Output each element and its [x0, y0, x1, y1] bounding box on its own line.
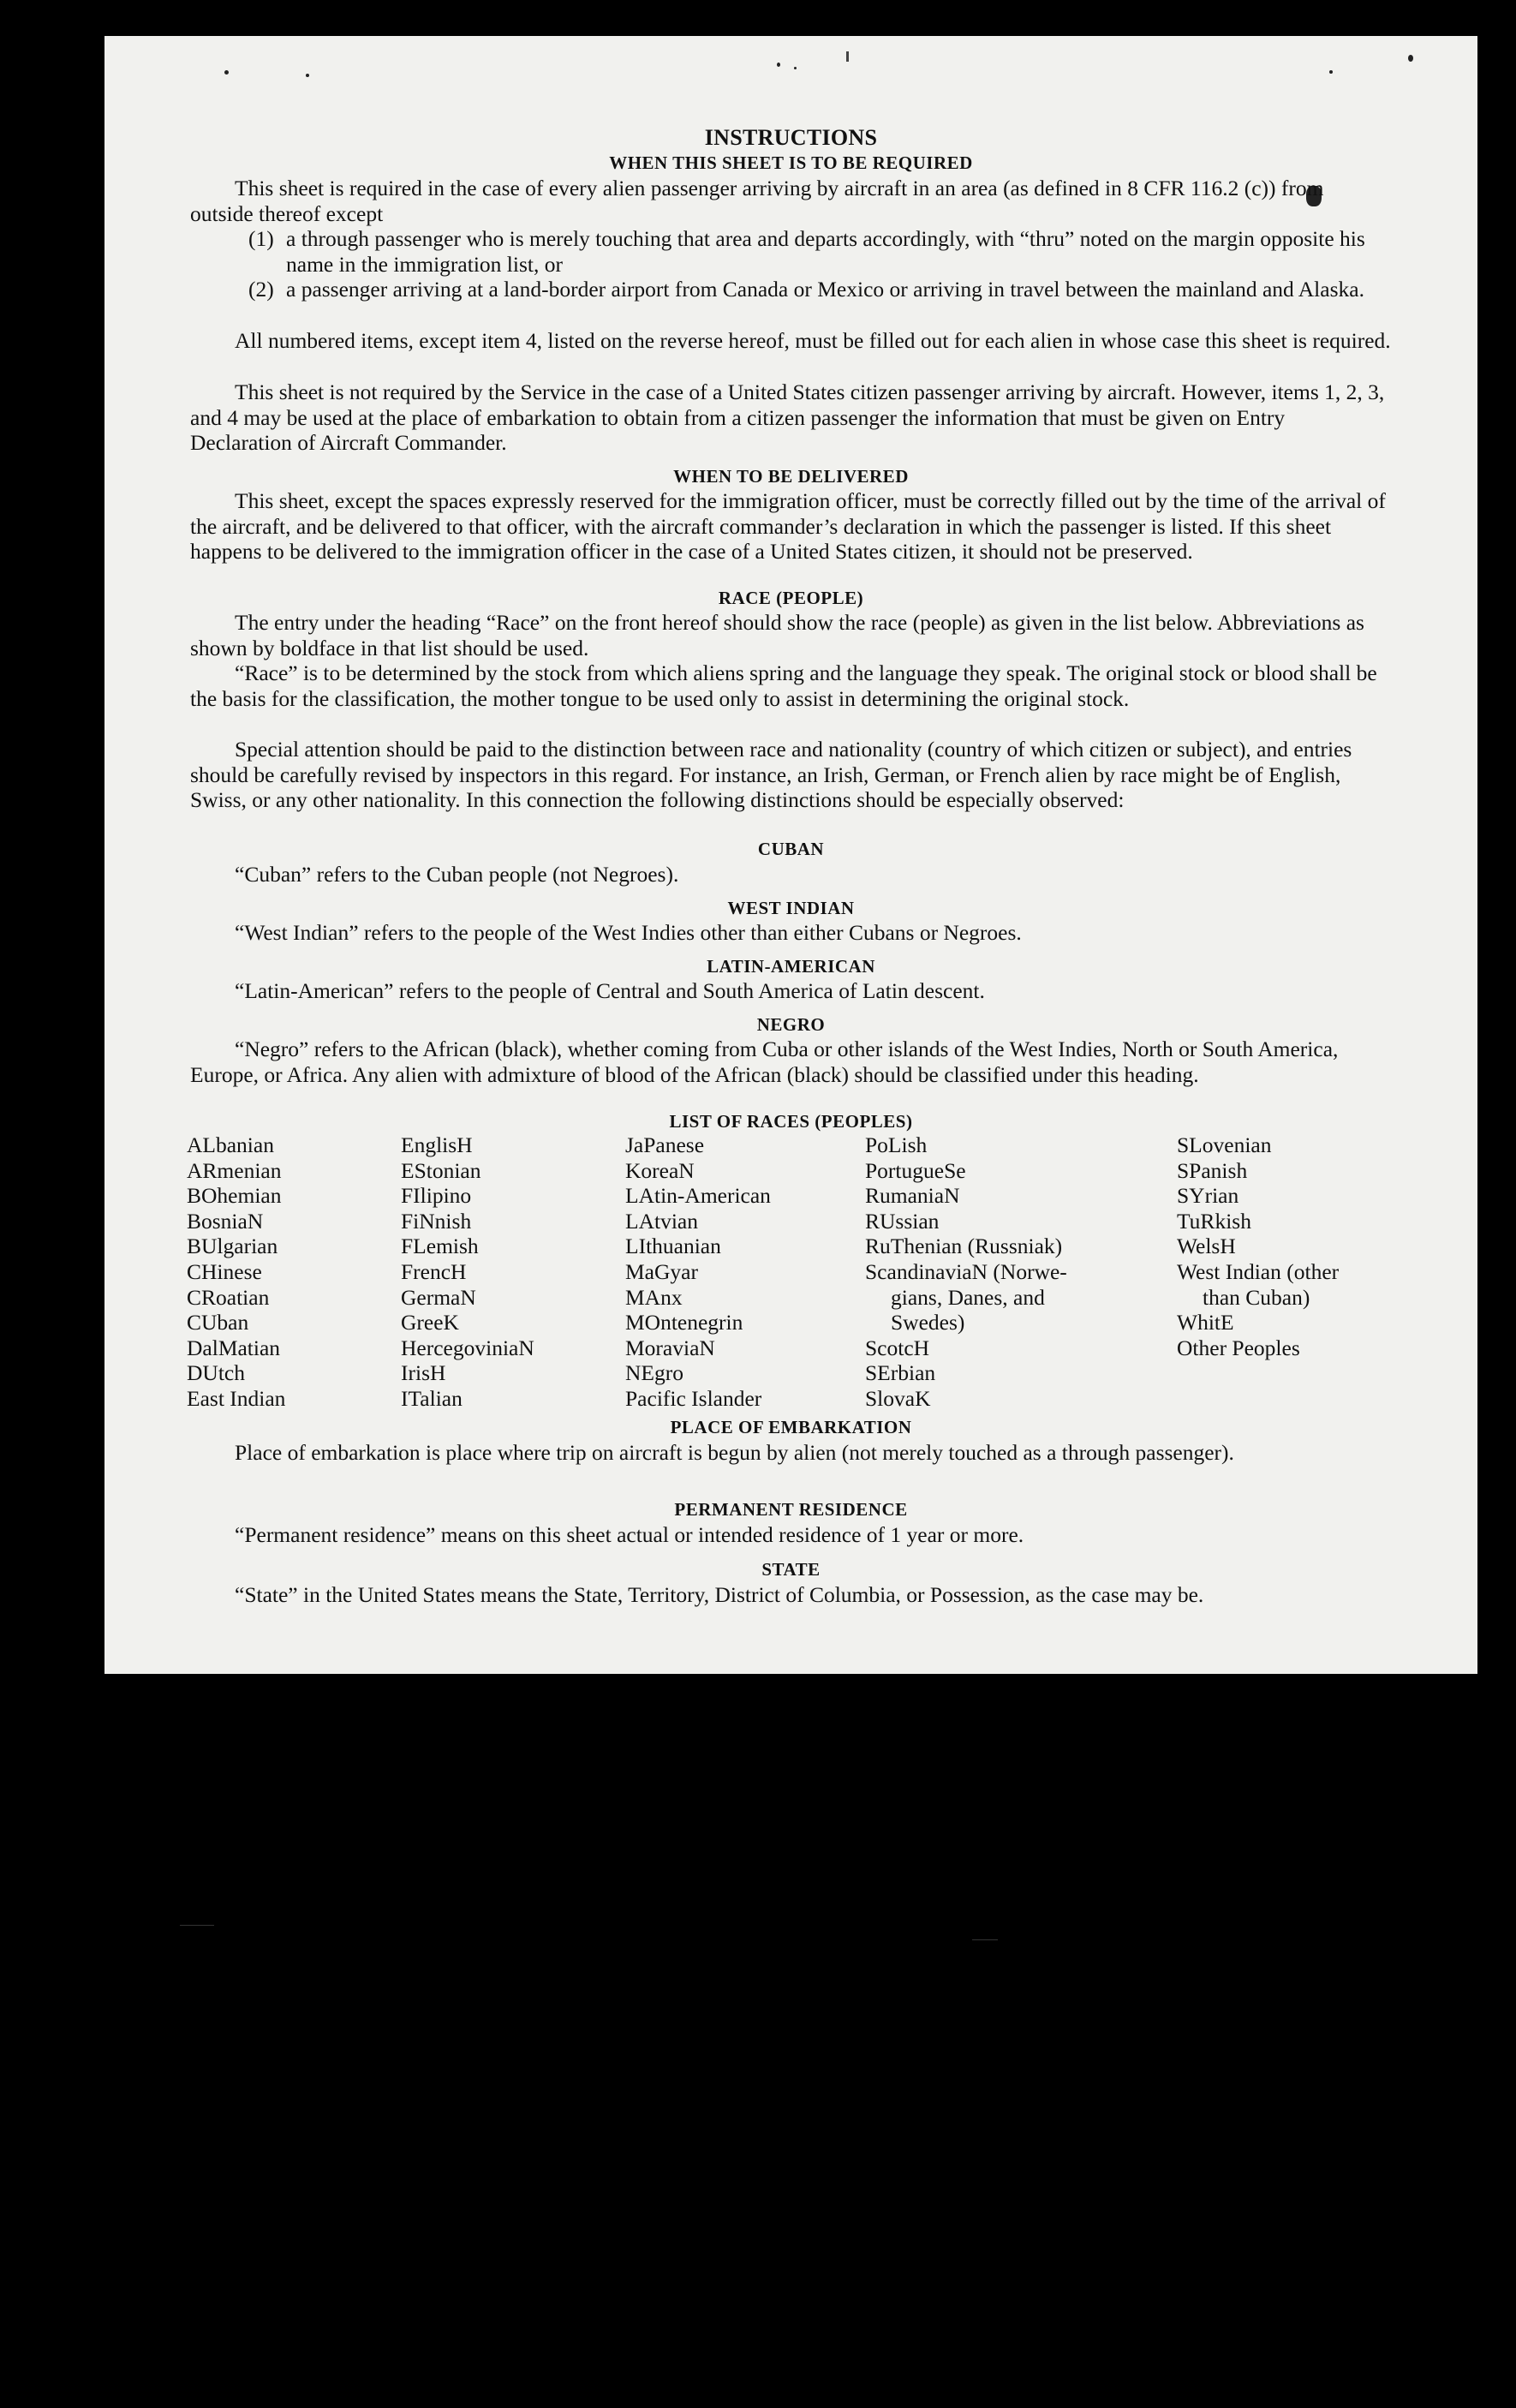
race-list-item: West Indian (other [1177, 1258, 1340, 1284]
scan-speck [1408, 55, 1413, 62]
race-list-item: IrisH [401, 1360, 446, 1386]
section-heading-west-indian: WEST INDIAN [727, 898, 855, 918]
scan-speck [306, 74, 309, 77]
scan-speck [1329, 70, 1333, 74]
section-heading-permanent-residence: PERMANENT RESIDENCE [674, 1499, 908, 1520]
race-list-column-5 [1177, 1132, 1339, 1360]
race-list-item: JaPanese [625, 1132, 705, 1157]
race-list-item: BOhemian [187, 1183, 282, 1209]
race-list-item: FiNnish [401, 1208, 472, 1234]
paragraph-delivered: This sheet, except the spaces expressly reserved for the immigration officer, must be correctly filled out by the time of the arrival of the aircraft, and be delivered to that officer, with the aircraft commander’s declaration in which the passenger is listed. If this sheet happens to be delivered to the immigration officer in the case of a United States citizen, it should not be preserved. [190, 488, 1386, 565]
race-list-item: PoLish [865, 1132, 928, 1157]
race-list-item: MaGyar [625, 1258, 698, 1284]
race-list-item: MAnx [625, 1284, 683, 1310]
race-list-item: ScotcH [865, 1335, 930, 1360]
race-list-item: PortugueSe [865, 1157, 966, 1183]
exception-number: (1) [248, 226, 274, 251]
page-title: INSTRUCTIONS [704, 125, 878, 150]
race-list-item: DalMatian [187, 1335, 281, 1360]
section-heading-when-required: WHEN THIS SHEET IS TO BE REQUIRED [609, 152, 973, 173]
exception-text: a through passenger who is merely touching that area and departs accordingly, with “thru” noted on the margin opposite his name in the immigration list, or [286, 226, 1365, 277]
race-list-item: ALbanian [187, 1132, 274, 1157]
paragraph-numbered-items: All numbered items, except item 4, listed on the reverse hereof, must be filled out for each alien in whose case this sheet is required. [235, 328, 1391, 353]
section-heading-state: STATE [761, 1559, 821, 1580]
paragraph-special-attention: Special attention should be paid to the distinction between race and nationality (country of which citizen or subject), and entries should be carefully revised by inspectors in this regard. For instance, an Irish, German, or French alien by race might be of English, Swiss, or any other nationality. In this connection the following distinctions should be especially observed: [190, 737, 1352, 813]
race-list-item: SYrian [1177, 1183, 1239, 1209]
paragraph-embarkation: Place of embarkation is place where trip on aircraft is begun by alien (not merely touched as a through passenger). [235, 1440, 1234, 1465]
section-heading-race: RACE (PEOPLE) [718, 588, 864, 608]
section-heading-place-of-embarkation: PLACE OF EMBARKATION [670, 1417, 912, 1437]
paragraph-west-indian: “West Indian” refers to the people of the West Indies other than either Cubans or Negroes. [235, 920, 1022, 945]
race-list-item: East Indian [187, 1385, 286, 1411]
race-list-item: Pacific Islander [625, 1385, 762, 1411]
race-list-item: BosniaN [187, 1208, 264, 1234]
race-list-item: GermaN [401, 1284, 476, 1310]
race-list-item: SLovenian [1177, 1132, 1272, 1157]
paragraph-cuban: “Cuban” refers to the Cuban people (not Negroes). [235, 862, 679, 887]
race-list-item: EStonian [401, 1157, 481, 1183]
exception-text: a passenger arriving at a land-border airport from Canada or Mexico or arriving in travel between the mainland and Alaska. [286, 277, 1364, 302]
race-list-item: Other Peoples [1177, 1335, 1300, 1360]
scan-artifact [972, 1939, 998, 1940]
race-list-item: BUlgarian [187, 1234, 278, 1259]
section-heading-negro: NEGRO [756, 1014, 826, 1035]
race-list-item: MoraviaN [625, 1335, 715, 1360]
paragraph-state: “State” in the United States means the State, Territory, District of Columbia, or Possession, as the case may be. [235, 1582, 1204, 1607]
race-list-item: SErbian [865, 1360, 936, 1386]
race-list-column-1 [187, 1132, 285, 1412]
race-list-item: CHinese [187, 1258, 262, 1284]
paragraph-negro: “Negro” refers to the African (black), whether coming from Cuba or other islands of the West Indies, North or South America, Europe, or Africa. Any alien with admixture of blood of the African (black) should be classified under this heading. [190, 1037, 1339, 1087]
exception-number: (2) [248, 277, 274, 302]
race-list-item: FrencH [401, 1258, 467, 1284]
race-list-item: SPanish [1177, 1157, 1248, 1183]
race-list-item: TuRkish [1177, 1208, 1251, 1234]
race-list-item: RUssian [865, 1208, 940, 1234]
paragraph-latin-american: “Latin-American” refers to the people of Central and South America of Latin descent. [235, 978, 985, 1003]
race-list-item: ScandinaviaN (Norwe- [865, 1258, 1067, 1284]
race-list-item-continuation: Swedes) [891, 1310, 965, 1335]
scan-speck [794, 67, 797, 69]
race-list-item: HercegoviniaN [401, 1335, 534, 1360]
race-list-item: CRoatian [187, 1284, 270, 1310]
section-heading-list-of-races: LIST OF RACES (PEOPLES) [669, 1111, 913, 1132]
race-list-item-continuation: gians, Danes, and [891, 1284, 1045, 1310]
paragraph-required-intro: This sheet is required in the case of every alien passenger arriving by aircraft in an area (as defined in 8 CFR 116.2 (c)) from outside thereof except [190, 176, 1324, 226]
race-list-item: CUban [187, 1310, 249, 1335]
race-list-item: MOntenegrin [625, 1310, 743, 1335]
race-list-item: EnglisH [401, 1132, 473, 1157]
race-list-item: KoreaN [625, 1157, 695, 1183]
paragraph-race-entry: The entry under the heading “Race” on the front hereof should show the race (people) as given in the list below. Abbreviations as shown by boldface in that list should be used. [190, 610, 1364, 660]
race-list-item: RumaniaN [865, 1183, 960, 1209]
document-page [104, 36, 1477, 1674]
paragraph-residence: “Permanent residence” means on this sheet actual or intended residence of 1 year or more. [235, 1522, 1024, 1547]
race-list-column-2 [401, 1132, 534, 1412]
race-list-item: LAtvian [625, 1208, 698, 1234]
paragraph-citizen: This sheet is not required by the Service in the case of a United States citizen passenger arriving by aircraft. However, items 1, 2, 3, and 4 may be used at the place of embarkation to obtain from a citizen passenger the information that must be given on Entry Declaration of Aircraft Commander. [190, 379, 1385, 456]
scan-speck [224, 70, 229, 75]
scan-mark [846, 51, 849, 62]
section-heading-when-delivered: WHEN TO BE DELIVERED [673, 466, 909, 487]
race-list-item: FIlipino [401, 1183, 472, 1209]
race-list-item: NEgro [625, 1360, 683, 1386]
scan-speck [777, 63, 780, 67]
exception-item-2 [248, 277, 1391, 302]
race-list-column-4 [865, 1132, 1067, 1412]
race-list-item: ITalian [401, 1385, 463, 1411]
race-list-item: RuThenian (Russniak) [865, 1234, 1063, 1259]
section-heading-latin-american: LATIN-AMERICAN [707, 956, 875, 977]
race-list-item: SlovaK [865, 1385, 931, 1411]
paragraph-race-determined: “Race” is to be determined by the stock from which aliens spring and the language they speak. The original stock or blood shall be the basis for the classification, the mother tongue to be used only to assist in determining the original stock. [190, 660, 1377, 711]
race-list-item: FLemish [401, 1234, 479, 1259]
race-list-item: WhitE [1177, 1310, 1234, 1335]
race-list-item-continuation: than Cuban) [1203, 1284, 1310, 1310]
race-list-item: GreeK [401, 1310, 459, 1335]
race-list-column-3 [625, 1132, 771, 1412]
scan-artifact [180, 1925, 214, 1926]
race-list-item: DUtch [187, 1360, 245, 1386]
race-list-item: LAtin-American [625, 1183, 771, 1209]
race-list-item: LIthuanian [625, 1234, 721, 1259]
race-list-item: WelsH [1177, 1234, 1236, 1259]
race-list-item: ARmenian [187, 1157, 282, 1183]
exception-item-1 [248, 226, 1391, 277]
section-heading-cuban: CUBAN [757, 839, 825, 859]
